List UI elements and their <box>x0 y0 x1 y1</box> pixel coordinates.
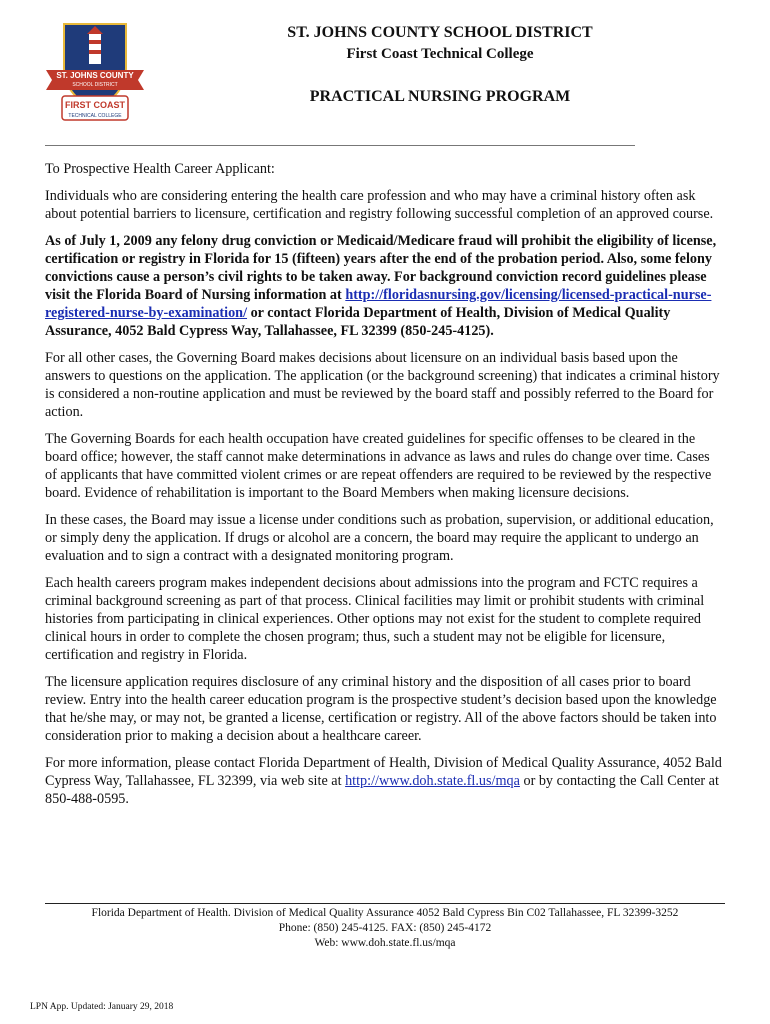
program-title: PRACTICAL NURSING PROGRAM <box>309 88 571 105</box>
footer-phone: Phone: (850) 245-4125. FAX: (850) 245-4172 <box>278 922 492 934</box>
board-of-nursing-link[interactable]: http://floridasnursing.gov/licensing/licensed-practical-nurse-registered-nurse-by-examination/ <box>45 287 712 321</box>
header-divider <box>45 145 635 146</box>
updated-date: LPN App. Updated: January 29, 2018 <box>30 1002 174 1012</box>
admissions-paragraph: Each health careers program makes independent decisions about admissions into the program and FCTC requires a criminal background screening as part of that process. Clinical facilities may limit or prohibit students with criminal histories from participating in clinical experiences. Other options may not exist for the student to complete required clinical hours in order to complete the chosen program; thus, such a student may not be eligible for licensure, certification and registry in Florida. <box>45 575 705 663</box>
footer-address: Florida Department of Health. Division of Medical Quality Assurance 4052 Bald Cypress Bin C02 Tallahassee, FL 32399-3252 <box>91 907 679 919</box>
district-title: ST. JOHNS COUNTY SCHOOL DISTRICT <box>287 24 593 41</box>
college-logo <box>42 20 148 124</box>
felony-notice-paragraph <box>45 232 725 340</box>
greeting: To Prospective Health Career Applicant: <box>45 161 275 177</box>
footer-web: Web: www.doh.state.fl.us/mqa <box>314 937 456 949</box>
disclosure-paragraph: The licensure application requires disclosure of any criminal history and the disposition of all cases prior to board review. Entry into the health career education program is the prospective student’s decision based upon the knowledge that he/she may, or may not, be granted a license, certification or registry. All of the above factors should be taken into consideration prior to making a decision about a healthcare career. <box>45 674 717 744</box>
felony-notice-contact: or contact Florida Department of Health, Division of Medical Quality Assurance, 4052 Bald Cypress Way, Tallahassee, FL 32399 (850-245-4125). <box>45 305 671 339</box>
governing-board-paragraph: For all other cases, the Governing Board makes decisions about licensure on an individual basis based upon the answers to questions on the application. The application (or the background screening) that indicates a criminal history is considered a non-routine application and must be reviewed by the board staff and possibly referred to the Board for action. <box>45 350 720 420</box>
logo-name-sub: SCHOOL DISTRICT <box>72 82 118 88</box>
more-info-tail: or by contacting the Call Center at 850-488-0595. <box>45 773 719 807</box>
intro-paragraph: Individuals who are considering entering the health care profession and who may have a criminal history often ask about potential barriers to licensure, certification and registry following successful completion of an approved course. <box>45 188 714 222</box>
college-seal-icon <box>42 20 148 124</box>
footer <box>45 906 725 951</box>
letter-body <box>45 160 725 817</box>
college-title: First Coast Technical College <box>346 46 534 62</box>
license-conditions-paragraph: In these cases, the Board may issue a license under conditions such as probation, supervision, or additional education, or simply deny the application. If drugs or alcohol are a concern, the board may require the applicant to undergo an evaluation and to sign a contract with a designated monitoring program. <box>45 512 714 564</box>
footer-divider <box>45 903 725 904</box>
logo-name-top: ST. JOHNS COUNTY <box>56 71 134 80</box>
logo-name-bottom1: FIRST COAST <box>65 100 125 110</box>
guidelines-paragraph: The Governing Boards for each health occupation have created guidelines for specific offenses to be cleared in the board office; however, the staff cannot make determinations in advance as laws and rules do change over time. Cases of applicants that have committed violent crimes or are repeat offenders are required to be reviewed by the respective board. Evidence of rehabilitation is important to the Board Members when making licensure decisions. <box>45 431 712 501</box>
more-info-text: For more information, please contact Florida Department of Health, Division of Medical Quality Assurance, 4052 Bald Cypress Way, Tallahassee, FL 32399, via web site at <box>45 755 722 789</box>
doh-mqa-link[interactable]: http://www.doh.state.fl.us/mqa <box>345 773 520 789</box>
felony-notice-text: As of July 1, 2009 any felony drug conviction or Medicaid/Medicare fraud will prohibit the eligibility of license, certification or registry in Florida for 15 (fifteen) years after the end of the probation period. Also, some felony convictions cause a person’s civil rights to be taken away. For background conviction record guidelines please visit the Florida Board of Nursing information at <box>45 233 717 303</box>
more-info-paragraph <box>45 754 725 808</box>
logo-name-bottom2: TECHNICAL COLLEGE <box>68 113 122 119</box>
